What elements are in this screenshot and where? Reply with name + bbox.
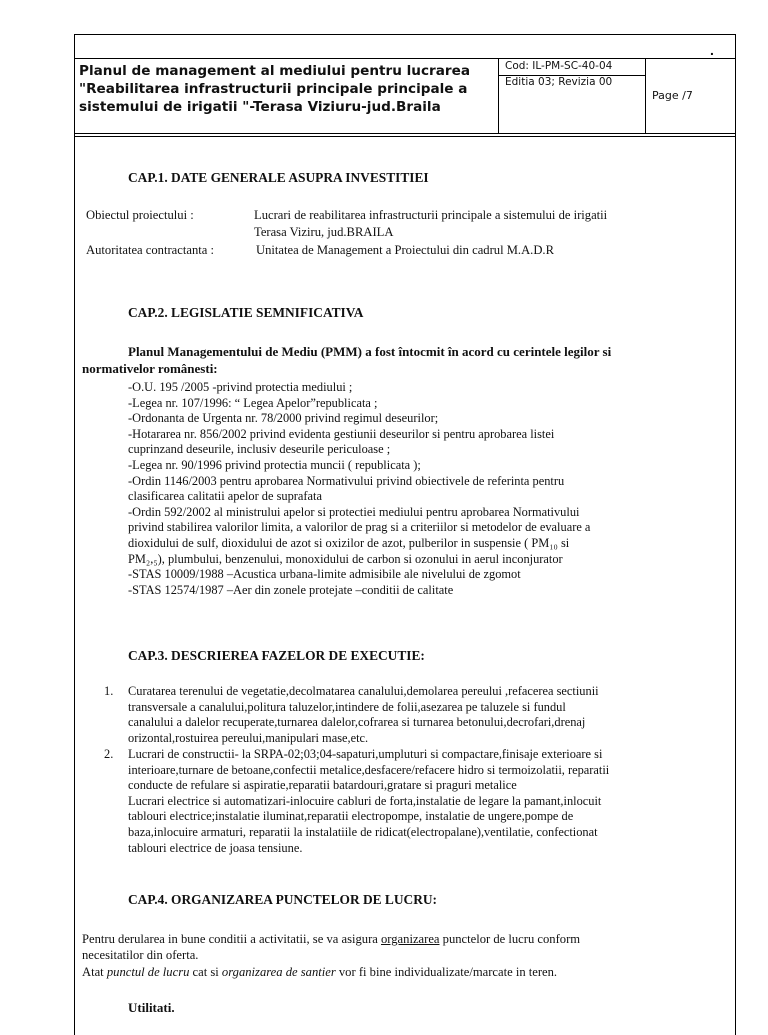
obiect-label: Obiectul proiectului : <box>86 208 194 222</box>
obiect-value-2: Terasa Viziru, jud.BRAILA <box>254 225 394 239</box>
document-code: Cod: IL-PM-SC-40-04 <box>498 58 646 76</box>
cap4-title: CAP.4. ORGANIZAREA PUNCTELOR DE LUCRU: <box>128 892 438 907</box>
phase-line: tablouri electrice de joasa tensiune. <box>128 840 303 855</box>
document-edition: Editia 03; Revizia 00 <box>498 75 646 134</box>
legislation-item: -Ordonanta de Urgenta nr. 78/2000 privind regimul deseurilor; <box>128 411 439 426</box>
text-span: Atat <box>82 965 107 979</box>
obiect-value-1: Lucrari de reabilitarea infrastructurii principale a sistemului de irigatii <box>254 208 608 222</box>
legislation-item: -Legea nr. 90/1996 privind protectia muncii ( republicata ); <box>128 457 421 472</box>
legislation-item: cuprinzand deseurile, inclusiv deseurile periculoase ; <box>128 442 391 457</box>
cap4-paragraph-2 <box>82 964 557 981</box>
header-divider <box>74 136 736 137</box>
phase-line: transversale a canalului,politura taluzelor,intindere de folii,asezarea pe taluzele si fundul <box>128 699 566 714</box>
legislation-item: PM₂,₅), plumbului, benzenului, monoxidului de carbon si ozonului in aerul inconjurator <box>128 551 563 566</box>
phase-line: canalului a dalelor recuperate,turnarea dalelor,cofrarea si turnarea betonului,decrofari,drenaj <box>128 715 586 730</box>
italic-text: organizarea de santier <box>221 965 336 979</box>
legislation-item: -STAS 10009/1988 –Acustica urbana-limite admisibile ale nivelului de zgomot <box>128 567 521 582</box>
cap1-title: CAP.1. DATE GENERALE ASUPRA INVESTITIEI <box>128 170 429 185</box>
list-number: 2. <box>104 747 114 761</box>
legislation-item: clasificarea calitatii apelor de suprafata <box>128 489 323 504</box>
phase-line: conducte de refulare si aspiratie,reparatii batardouri,gratare si praguri metalice <box>128 778 517 793</box>
legislation-list <box>128 380 728 598</box>
phase-line: Lucrari de constructii- la SRPA-02;03;04-sapaturi,umpluturi si compactare,finisaje exterioare si <box>128 747 603 761</box>
cap2-title: CAP.2. LEGISLATIE SEMNIFICATIVA <box>128 305 364 320</box>
phase-line: orizontal,rostuirea pereului,manipulari mase,etc. <box>128 730 369 745</box>
cap2-intro-1: Planul Managementului de Mediu (PMM) a fost întocmit în acord cu cerintele legilor si <box>128 344 612 359</box>
phase-line: tablouri electrice;instalatie iluminat,reparatii electropompe, instalatie de ungere,pompe de <box>128 809 574 824</box>
text-span: Pentru derularea in bune conditii a activitatii, se va asigura <box>82 932 381 946</box>
autoritate-value: Unitatea de Management a Proiectului din cadrul M.A.D.R <box>256 243 554 257</box>
document-header <box>74 58 736 136</box>
cap3-title: CAP.3. DESCRIEREA FAZELOR DE EXECUTIE: <box>128 648 425 663</box>
corner-dot: . <box>710 42 714 58</box>
italic-text: punctul de lucru <box>106 965 190 979</box>
document-title: Planul de management al mediului pentru lucrarea "Reabilitarea infrastructurii principale principale a sistemului de irigatii "-Terasa Viziuru-jud.Braila <box>74 58 498 134</box>
utilitati-heading: Utilitati. <box>128 1000 175 1015</box>
underlined-text: organizarea <box>381 932 440 946</box>
execution-phase-1 <box>104 684 734 746</box>
page-number: Page /7 <box>646 58 736 134</box>
legislation-item: dioxidului de sulf, dioxidului de azot si oxizilor de azot, pulberilor in suspensie ( PM₁₀ si <box>128 535 570 550</box>
legislation-item: privind stabilirea valorilor limita, a valorilor de prag si a criteriilor si metodelor de evaluare a <box>128 520 591 535</box>
text-span: punctelor de lucru conform <box>439 932 581 946</box>
legislation-item: -Ordin 1146/2003 pentru aprobarea Normativului privind obiectivele de referinta pentru <box>128 473 565 488</box>
phase-line: Curatarea terenului de vegetatie,decolmatarea canalului,demolarea pereului ,refacerea sectiunii <box>128 684 599 698</box>
phase-line: baza,inlocuire armaturi, reparatii la instalatiile de ridicat(electropalane),ventilatie, confectionat <box>128 824 598 839</box>
cap4-paragraph-1 <box>82 931 580 948</box>
text-span: vor fi bine individualizate/marcate in teren. <box>335 965 558 979</box>
legislation-item: -STAS 12574/1987 –Aer din zonele protejate –conditii de calitate <box>128 582 454 597</box>
legislation-item: -Hotararea nr. 856/2002 privind evidenta gestiunii deseurilor si pentru aprobarea listei <box>128 426 555 441</box>
cap4-paragraph-1-line2: necesitatilor din oferta. <box>82 948 199 962</box>
cap2-intro-2: normativelor românesti: <box>82 361 218 376</box>
autoritate-label: Autoritatea contractanta : <box>86 243 214 257</box>
list-number: 1. <box>104 684 114 698</box>
legislation-item: -Ordin 592/2002 al ministrului apelor si protectiei mediului pentru aprobarea Normativului <box>128 504 580 519</box>
phase-line: Lucrari electrice si automatizari-inlocuire cabluri de forta,instalatie de legare la pamant,inlocuit <box>128 793 602 808</box>
legislation-item: -O.U. 195 /2005 -privind protectia mediului ; <box>128 380 353 394</box>
legislation-item: -Legea nr. 107/1996: “ Legea Apelor”republicata ; <box>128 395 378 410</box>
phase-line: interioare,turnare de betoane,confectii metalice,desfacere/refacere hidro si termoizolatii, reparatii <box>128 762 610 777</box>
execution-phase-2 <box>104 747 734 856</box>
text-span: cat si <box>189 965 222 979</box>
